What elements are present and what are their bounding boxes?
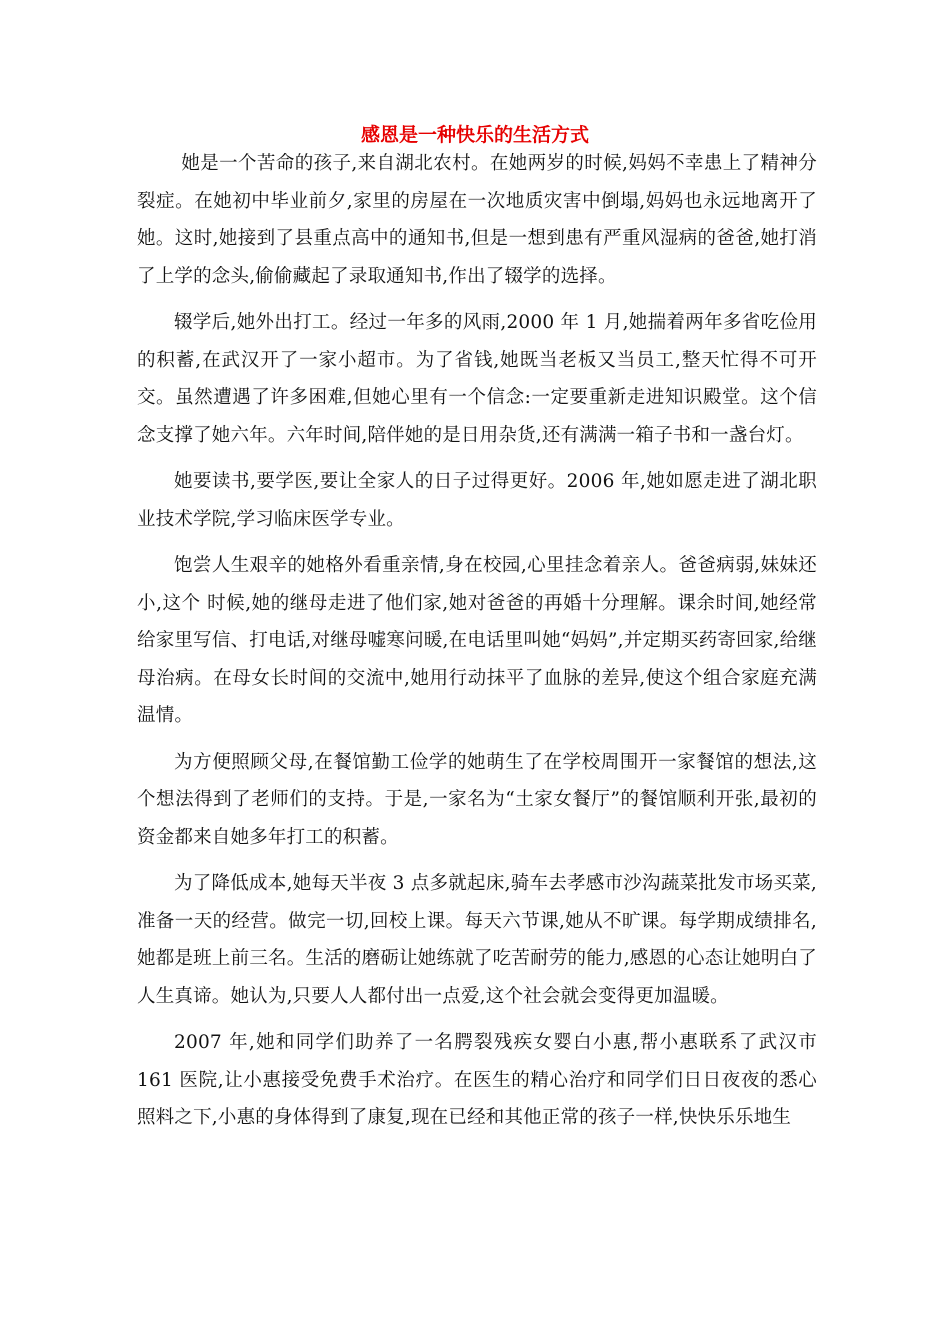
paragraph-1: 她是一个苦命的孩子,来自湖北农村。在她两岁的时候,妈妈不幸患上了精神分裂症。在她初中毕业前夕,家里的房屋在一次地质灾害中倒塌,妈妈也永远地离开了她。这时,她接到了县重点高中的通知书,但是一想到患有严重风湿病的爸爸,她打消了上学的念头,偷偷藏起了录取通知书,作出了辍学的选择。	[137, 153, 817, 287]
paragraph-5: 为方便照顾父母,在餐馆勤工俭学的她萌生了在学校周围开一家餐馆的想法,这个想法得到了老师们的支持。于是,一家名为“土家女餐厅”的餐馆顺利开张,最初的资金都来自她多年打工的积蓄。	[137, 751, 817, 848]
document-body	[137, 145, 817, 1137]
paragraph-3: 她要读书,要学医,要让全家人的日子过得更好。2006 年,她如愿走进了湖北职业技术学院,学习临床医学专业。	[137, 471, 817, 530]
paragraph-4: 饱尝人生艰辛的她格外看重亲情,身在校园,心里挂念着亲人。爸爸病弱,妹妹还小,这个 时候,她的继母走进了他们家,她对爸爸的再婚十分理解。课余时间,她经常给家里写信、打电话,对继母嘘寒问暖,在电话里叫她“妈妈”,并定期买药寄回家,给继母治病。在母女长时间的交流中,她用行动抹平了血脉的差异,使这个组合家庭充满温情。	[137, 555, 817, 726]
paragraph-6: 为了降低成本,她每天半夜 3 点多就起床,骑车去孝感市沙沟蔬菜批发市场买菜,准备一天的经营。做完一切,回校上课。每天六节课,她从不旷课。每学期成绩排名,她都是班上前三名。生活的磨砺让她练就了吃苦耐劳的能力,感恩的心态让她明白了人生真谛。她认为,只要人人都付出一点爱,这个社会就会变得更加温暖。	[137, 873, 817, 1007]
paragraph-7: 2007 年,她和同学们助养了一名腭裂残疾女婴白小惠,帮小惠联系了武汉市 161 医院,让小惠接受免费手术治疗。在医生的精心治疗和同学们日日夜夜的悉心照料之下,小惠的身体得到了康复,现在已经和其他正常的孩子一样,快快乐乐地生	[137, 1032, 817, 1128]
paragraph-2: 辍学后,她外出打工。经过一年多的风雨,2000 年 1 月,她揣着两年多省吃俭用的积蓄,在武汉开了一家小超市。为了省钱,她既当老板又当员工,整天忙得不可开交。虽然遭遇了许多困难,但她心里有一个信念:一定要重新走进知识殿堂。这个信念支撑了她六年。六年时间,陪伴她的是日用杂货,还有满满一箱子书和一盏台灯。	[137, 312, 817, 446]
document-title: 感恩是一种快乐的生活方式	[360, 124, 589, 146]
